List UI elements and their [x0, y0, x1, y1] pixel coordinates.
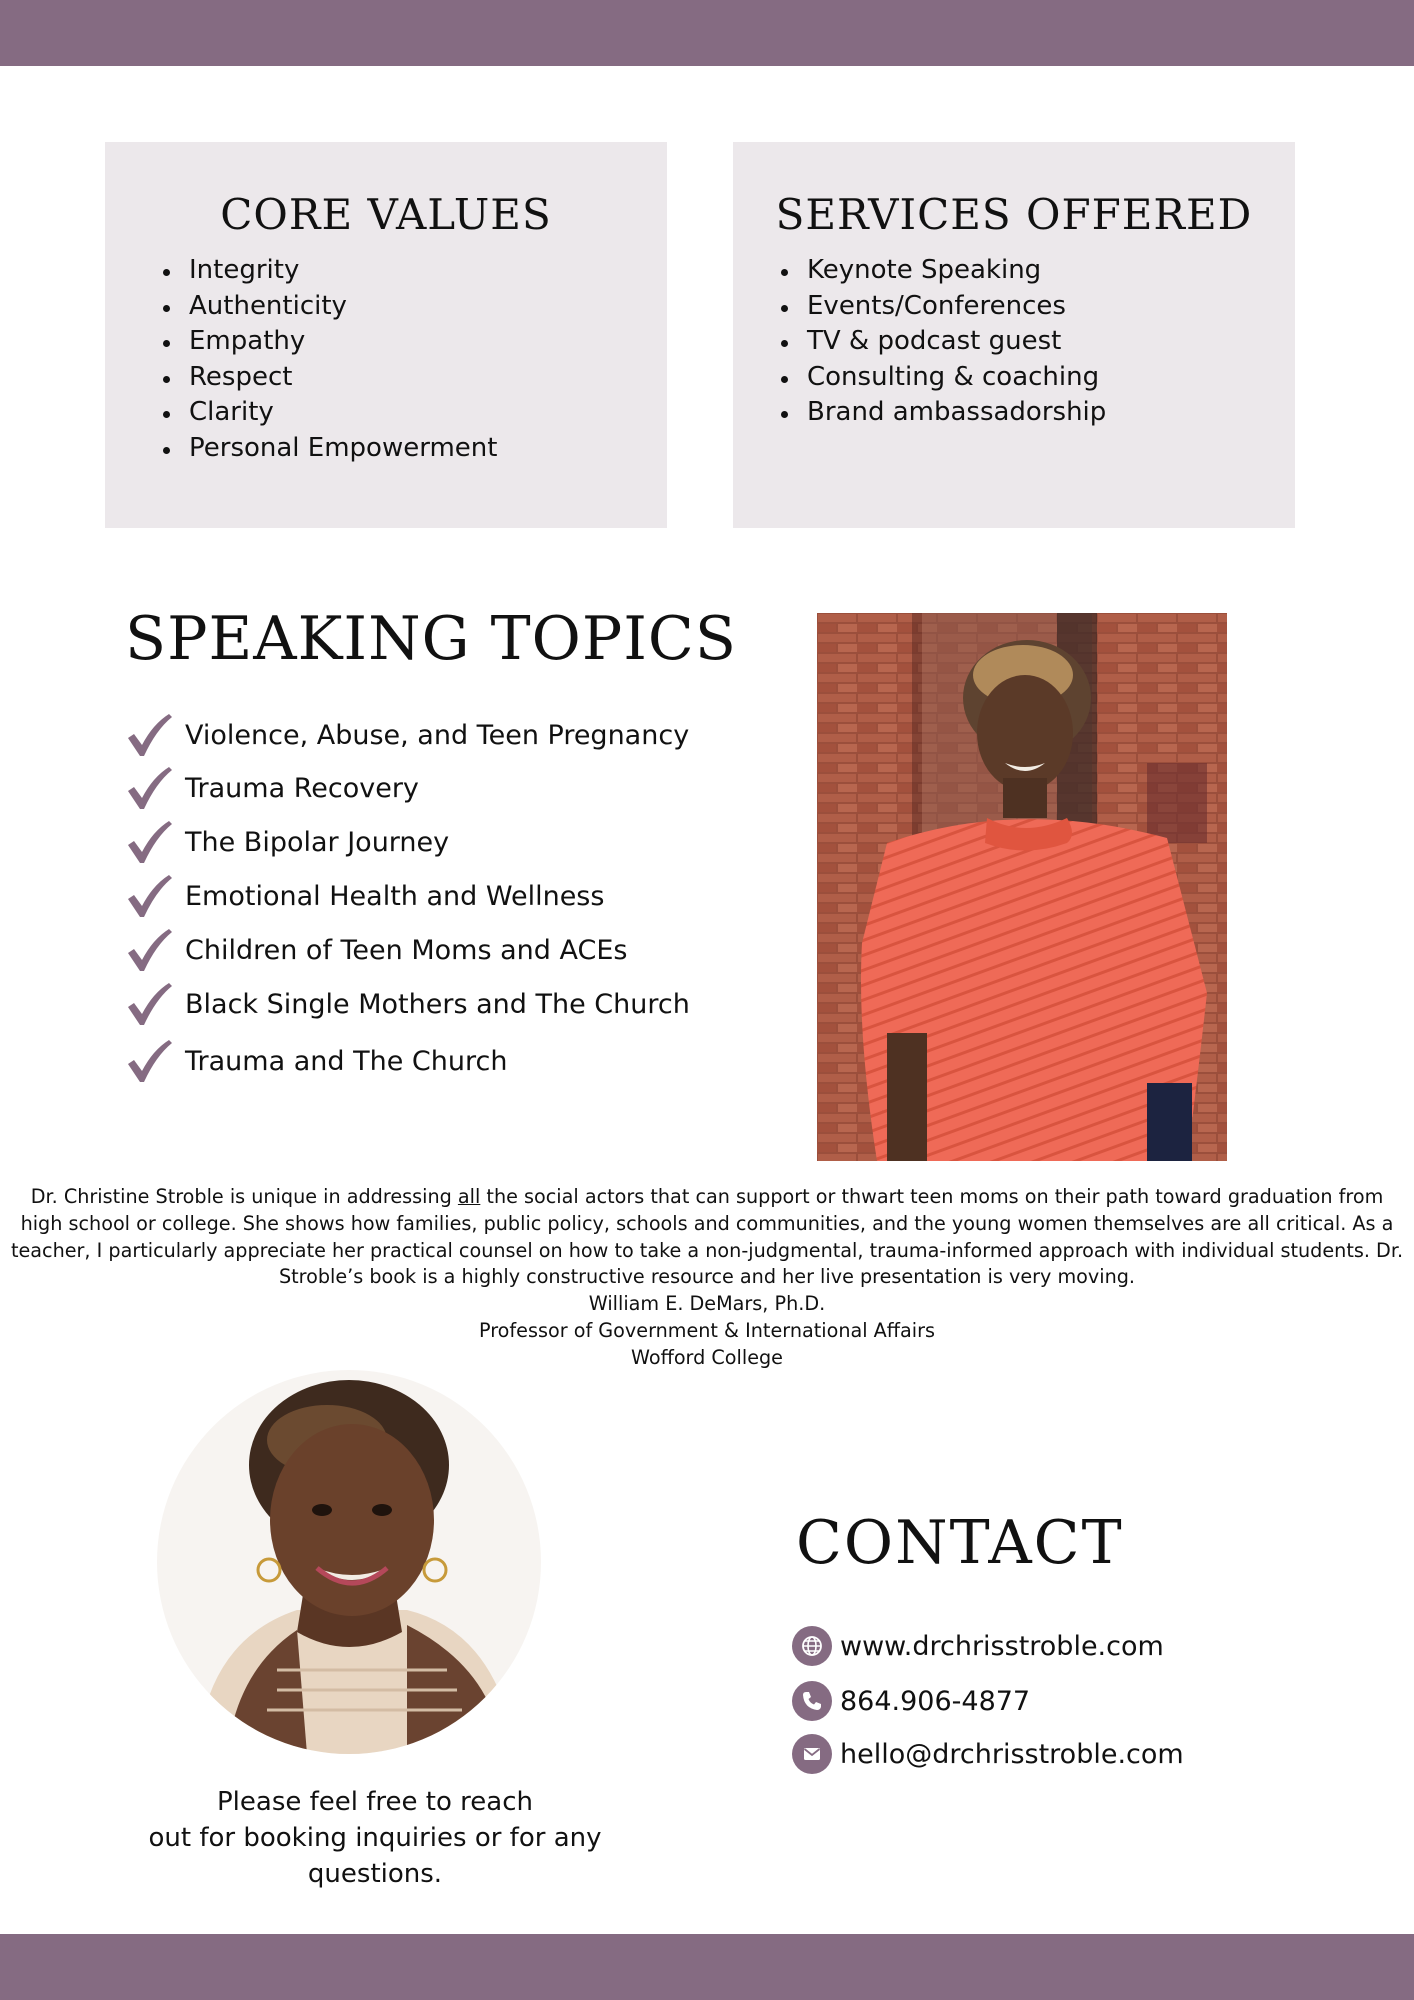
contact-email-row[interactable] [792, 1734, 1184, 1774]
testimonial-quote [10, 1184, 1404, 1291]
list-item: Empathy [189, 324, 667, 360]
contact-title: CONTACT [796, 1508, 1124, 1578]
portrait-photo [817, 613, 1227, 1161]
checkmark-icon [125, 873, 173, 919]
phone-icon [792, 1681, 832, 1721]
quote-end: the social actors that can support or thwart teen moms on their path toward graduation from high school or college. She shows how families, public policy, schools and communities, and the young women themselves are all critical. As a teacher, I particularly appreciate her practical counsel on how to take a non-judgmental, trauma-informed approach with individual students. Dr. Stroble’s book is a highly constructive resource and her live presentation is very moving. [10, 1185, 1404, 1289]
list-item: Events/Conferences [807, 289, 1295, 325]
checkmark-icon [125, 927, 173, 973]
list-item: Clarity [189, 395, 667, 431]
list-item: Authenticity [189, 289, 667, 325]
reach-out-line: Please feel free to reach [217, 1787, 533, 1817]
core-values-box [105, 142, 667, 528]
list-item: Keynote Speaking [807, 253, 1295, 289]
headshot-photo [157, 1370, 541, 1754]
topic-label: Black Single Mothers and The Church [185, 988, 690, 1020]
headshot-illustration [157, 1370, 541, 1754]
checkmark-icon [125, 765, 173, 811]
services-title: SERVICES OFFERED [775, 190, 1253, 239]
mail-icon [792, 1734, 832, 1774]
list-item: Personal Empowerment [189, 431, 667, 467]
checkmark-icon [125, 712, 173, 758]
portrait-illustration [817, 613, 1227, 1161]
reach-out-line: questions. [307, 1859, 443, 1889]
services-list [733, 253, 1295, 431]
topic-item [125, 871, 604, 921]
top-accent-bar [0, 0, 1414, 66]
testimonial-role: Professor of Government & International Affairs [478, 1318, 935, 1342]
topic-label: Violence, Abuse, and Teen Pregnancy [185, 719, 690, 751]
list-item: TV & podcast guest [807, 324, 1295, 360]
testimonial [10, 1184, 1404, 1372]
globe-icon [792, 1626, 832, 1666]
bottom-accent-bar [0, 1934, 1414, 2000]
services-box [733, 142, 1295, 528]
topic-item [125, 925, 627, 975]
core-values-list [105, 253, 667, 467]
topic-label: Children of Teen Moms and ACEs [185, 934, 628, 966]
topic-label: Emotional Health and Wellness [185, 880, 605, 912]
speaking-topics-title: SPEAKING TOPICS [125, 604, 737, 674]
checkmark-icon [125, 1038, 173, 1084]
topic-item [125, 710, 689, 760]
reach-out-line: out for booking inquiries or for any [148, 1823, 602, 1853]
topic-item [125, 979, 690, 1029]
checkmark-icon [125, 981, 173, 1027]
core-values-title: CORE VALUES [220, 190, 552, 239]
topic-label: The Bipolar Journey [185, 826, 450, 858]
contact-website-row[interactable] [792, 1626, 1164, 1666]
website-link[interactable]: www.drchrisstroble.com [840, 1630, 1164, 1662]
email-link[interactable]: hello@drchrisstroble.com [840, 1738, 1184, 1770]
list-item: Consulting & coaching [807, 360, 1295, 396]
topic-item [125, 1036, 507, 1086]
reach-out-text [140, 1784, 610, 1892]
list-item: Brand ambassadorship [807, 395, 1295, 431]
topic-label: Trauma and The Church [185, 1045, 508, 1077]
testimonial-author: William E. DeMars, Ph.D. [588, 1292, 826, 1316]
quote-emphasis: all [457, 1185, 481, 1208]
checkmark-icon [125, 819, 173, 865]
phone-number[interactable]: 864.906-4877 [840, 1685, 1031, 1717]
quote-start: Dr. Christine Stroble is unique in addressing [30, 1185, 458, 1208]
contact-phone-row[interactable] [792, 1681, 1030, 1721]
topic-item [125, 763, 419, 813]
list-item: Integrity [189, 253, 667, 289]
list-item: Respect [189, 360, 667, 396]
testimonial-org: Wofford College [631, 1345, 783, 1369]
topic-label: Trauma Recovery [185, 772, 419, 804]
topic-item [125, 817, 449, 867]
